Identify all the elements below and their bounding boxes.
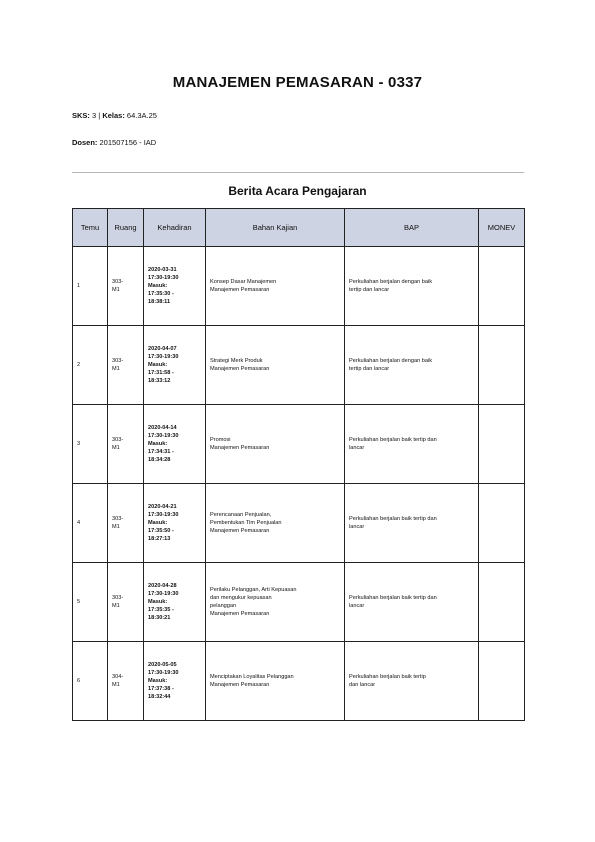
cell-bap xyxy=(345,563,479,642)
cell-ruang-line: 303- xyxy=(112,436,124,443)
cell-kehadiran-line: Masuk: xyxy=(148,440,168,447)
cell-ruang xyxy=(108,326,144,405)
course-info xyxy=(72,111,157,120)
cell-bap-line: Perkuliahan berjalan baik tertip xyxy=(349,673,426,680)
cell-kehadiran-line: 17:35:35 - xyxy=(148,607,174,614)
cell-bahan-kajian-line: Perilaku Pelanggan, Arti Kepuasan xyxy=(210,586,297,593)
cell-kehadiran-line: 2020-04-28 xyxy=(148,582,177,589)
cell-kehadiran-line: Masuk: xyxy=(148,282,168,289)
cell-bap-line: lancar xyxy=(349,524,365,530)
cell-bap-line: tertip dan lancar xyxy=(349,287,390,293)
cell-bahan-kajian xyxy=(206,563,345,642)
table-row xyxy=(73,642,525,721)
cell-ruang-line: 304- xyxy=(112,673,124,680)
dosen-label: Dosen: xyxy=(72,138,98,147)
cell-kehadiran-line: 18:32:44 xyxy=(148,694,171,701)
header-monev: MONEV xyxy=(479,209,525,247)
cell-bahan-kajian xyxy=(206,247,345,326)
cell-monev xyxy=(479,405,525,484)
cell-monev xyxy=(479,326,525,405)
cell-kehadiran-line: 17:30-19:30 xyxy=(148,274,179,281)
cell-bap xyxy=(345,484,479,563)
dosen-value: 201507156 - IAD xyxy=(99,138,157,147)
cell-kehadiran-line: 2020-03-31 xyxy=(148,266,177,273)
cell-bahan-kajian-line: Pembentukan Tim Penjualan xyxy=(210,519,282,526)
table-row xyxy=(73,326,525,405)
cell-ruang xyxy=(108,247,144,326)
table-header-row xyxy=(73,209,525,247)
cell-ruang-line: 303- xyxy=(112,594,124,601)
cell-bahan-kajian-line: Manajemen Pemasaran xyxy=(210,682,270,688)
kelas-value: 64.3A.25 xyxy=(126,111,157,120)
section-title: Berita Acara Pengajaran xyxy=(228,184,367,198)
cell-kehadiran-line: 18:38:11 xyxy=(148,299,171,306)
cell-ruang-line: M1 xyxy=(112,445,120,451)
cell-kehadiran-line: 2020-04-14 xyxy=(148,424,177,431)
cell-bap-line: Perkuliahan berjalan dengan baik xyxy=(349,357,433,364)
table-row xyxy=(73,247,525,326)
sks-label: SKS: xyxy=(72,111,90,120)
cell-temu: 6 xyxy=(73,642,108,721)
cell-bahan-kajian-line: dan mengukur kepuasan xyxy=(210,594,272,601)
divider xyxy=(72,172,524,173)
cell-kehadiran xyxy=(144,326,206,405)
cell-bap-line: Perkuliahan berjalan baik tertip dan xyxy=(349,594,437,601)
cell-temu: 3 xyxy=(73,405,108,484)
cell-monev xyxy=(479,563,525,642)
cell-bahan-kajian xyxy=(206,642,345,721)
cell-bap-line: tertip dan lancar xyxy=(349,366,390,372)
cell-bahan-kajian-line: Manajemen Pemasaran xyxy=(210,287,270,293)
table-row xyxy=(73,563,525,642)
cell-kehadiran-line: 2020-05-05 xyxy=(148,661,177,668)
cell-bap-line: Perkuliahan berjalan baik tertip dan xyxy=(349,436,437,443)
cell-kehadiran-line: 18:34:28 xyxy=(148,457,171,464)
cell-kehadiran xyxy=(144,405,206,484)
table-body xyxy=(73,247,525,721)
cell-bahan-kajian-line: Manajemen Pemasaran xyxy=(210,445,270,451)
cell-bap-line: Perkuliahan berjalan baik tertip dan xyxy=(349,515,437,522)
cell-ruang-line: M1 xyxy=(112,524,120,530)
cell-kehadiran xyxy=(144,247,206,326)
cell-kehadiran-line: 2020-04-21 xyxy=(148,503,177,510)
cell-bap xyxy=(345,326,479,405)
cell-ruang-line: M1 xyxy=(112,603,120,609)
cell-kehadiran-line: 17:30-19:30 xyxy=(148,669,179,676)
cell-bahan-kajian-line: Manajemen Pemasaran xyxy=(210,611,270,618)
cell-monev xyxy=(479,484,525,563)
cell-temu: 1 xyxy=(73,247,108,326)
cell-ruang-line: M1 xyxy=(112,366,120,372)
cell-bahan-kajian-line: Promosi xyxy=(210,436,231,443)
cell-kehadiran-line: 17:30-19:30 xyxy=(148,432,179,439)
cell-kehadiran-line: 18:27:13 xyxy=(148,536,171,543)
cell-bap xyxy=(345,247,479,326)
cell-kehadiran-line: 17:37:38 - xyxy=(148,686,174,693)
page-title: MANAJEMEN PEMASARAN - 0337 xyxy=(172,74,423,91)
cell-bahan-kajian-line: pelanggan xyxy=(210,603,237,609)
cell-bap-line: lancar xyxy=(349,603,365,609)
cell-bahan-kajian-line: Manajemen Pemasaran xyxy=(210,366,270,372)
cell-kehadiran-line: 17:35:30 - xyxy=(148,291,174,298)
cell-bap-line: dan lancar xyxy=(349,682,376,688)
cell-ruang xyxy=(108,405,144,484)
cell-temu: 2 xyxy=(73,326,108,405)
kelas-label: Kelas: xyxy=(102,111,125,120)
cell-kehadiran-line: 17:34:31 - xyxy=(148,449,174,456)
sks-value: 3 | xyxy=(92,111,103,120)
cell-ruang xyxy=(108,563,144,642)
cell-kehadiran xyxy=(144,484,206,563)
header-temu: Temu xyxy=(73,209,108,247)
cell-ruang-line: M1 xyxy=(112,682,120,688)
cell-bahan-kajian-line: Perencanaan Penjualan, xyxy=(210,511,272,518)
cell-ruang xyxy=(108,484,144,563)
header-bahan-kajian: Bahan Kajian xyxy=(206,209,345,247)
cell-kehadiran-line: 18:33:12 xyxy=(148,378,171,385)
bap-table xyxy=(72,208,525,721)
cell-kehadiran-line: 17:35:50 - xyxy=(148,528,174,535)
header-bap: BAP xyxy=(345,209,479,247)
cell-bahan-kajian xyxy=(206,484,345,563)
cell-monev xyxy=(479,642,525,721)
cell-monev xyxy=(479,247,525,326)
cell-bap-line: Perkuliahan berjalan dengan baik xyxy=(349,278,433,285)
cell-bap-line: lancar xyxy=(349,445,365,451)
cell-bap xyxy=(345,642,479,721)
cell-kehadiran-line: Masuk: xyxy=(148,677,168,684)
cell-ruang-line: 303- xyxy=(112,357,124,364)
cell-kehadiran-line: 17:30-19:30 xyxy=(148,590,179,597)
cell-bahan-kajian-line: Konsep Dasar Manajemen xyxy=(210,278,277,285)
cell-ruang-line: 303- xyxy=(112,515,124,522)
cell-bap xyxy=(345,405,479,484)
lecturer-info xyxy=(72,138,156,147)
cell-kehadiran-line: 2020-04-07 xyxy=(148,345,177,352)
cell-kehadiran xyxy=(144,642,206,721)
cell-kehadiran-line: Masuk: xyxy=(148,519,168,526)
cell-kehadiran-line: 18:30:21 xyxy=(148,615,171,622)
cell-ruang-line: M1 xyxy=(112,287,120,293)
header-ruang: Ruang xyxy=(108,209,144,247)
table-row xyxy=(73,484,525,563)
cell-bahan-kajian xyxy=(206,326,345,405)
cell-bahan-kajian-line: Menciptakan Loyalitas Pelanggan xyxy=(210,673,294,680)
cell-kehadiran-line: Masuk: xyxy=(148,598,168,605)
cell-ruang xyxy=(108,642,144,721)
cell-kehadiran-line: 17:30-19:30 xyxy=(148,511,179,518)
header-kehadiran: Kehadiran xyxy=(144,209,206,247)
cell-kehadiran-line: Masuk: xyxy=(148,361,168,368)
cell-bahan-kajian-line: Strategi Merk Produk xyxy=(210,357,263,364)
cell-temu: 5 xyxy=(73,563,108,642)
cell-kehadiran-line: 17:31:58 - xyxy=(148,370,174,377)
cell-temu: 4 xyxy=(73,484,108,563)
cell-kehadiran-line: 17:30-19:30 xyxy=(148,353,179,360)
cell-bahan-kajian xyxy=(206,405,345,484)
cell-kehadiran xyxy=(144,563,206,642)
table-row xyxy=(73,405,525,484)
cell-bahan-kajian-line: Manajemen Pemasaran xyxy=(210,528,270,535)
cell-ruang-line: 303- xyxy=(112,278,124,285)
